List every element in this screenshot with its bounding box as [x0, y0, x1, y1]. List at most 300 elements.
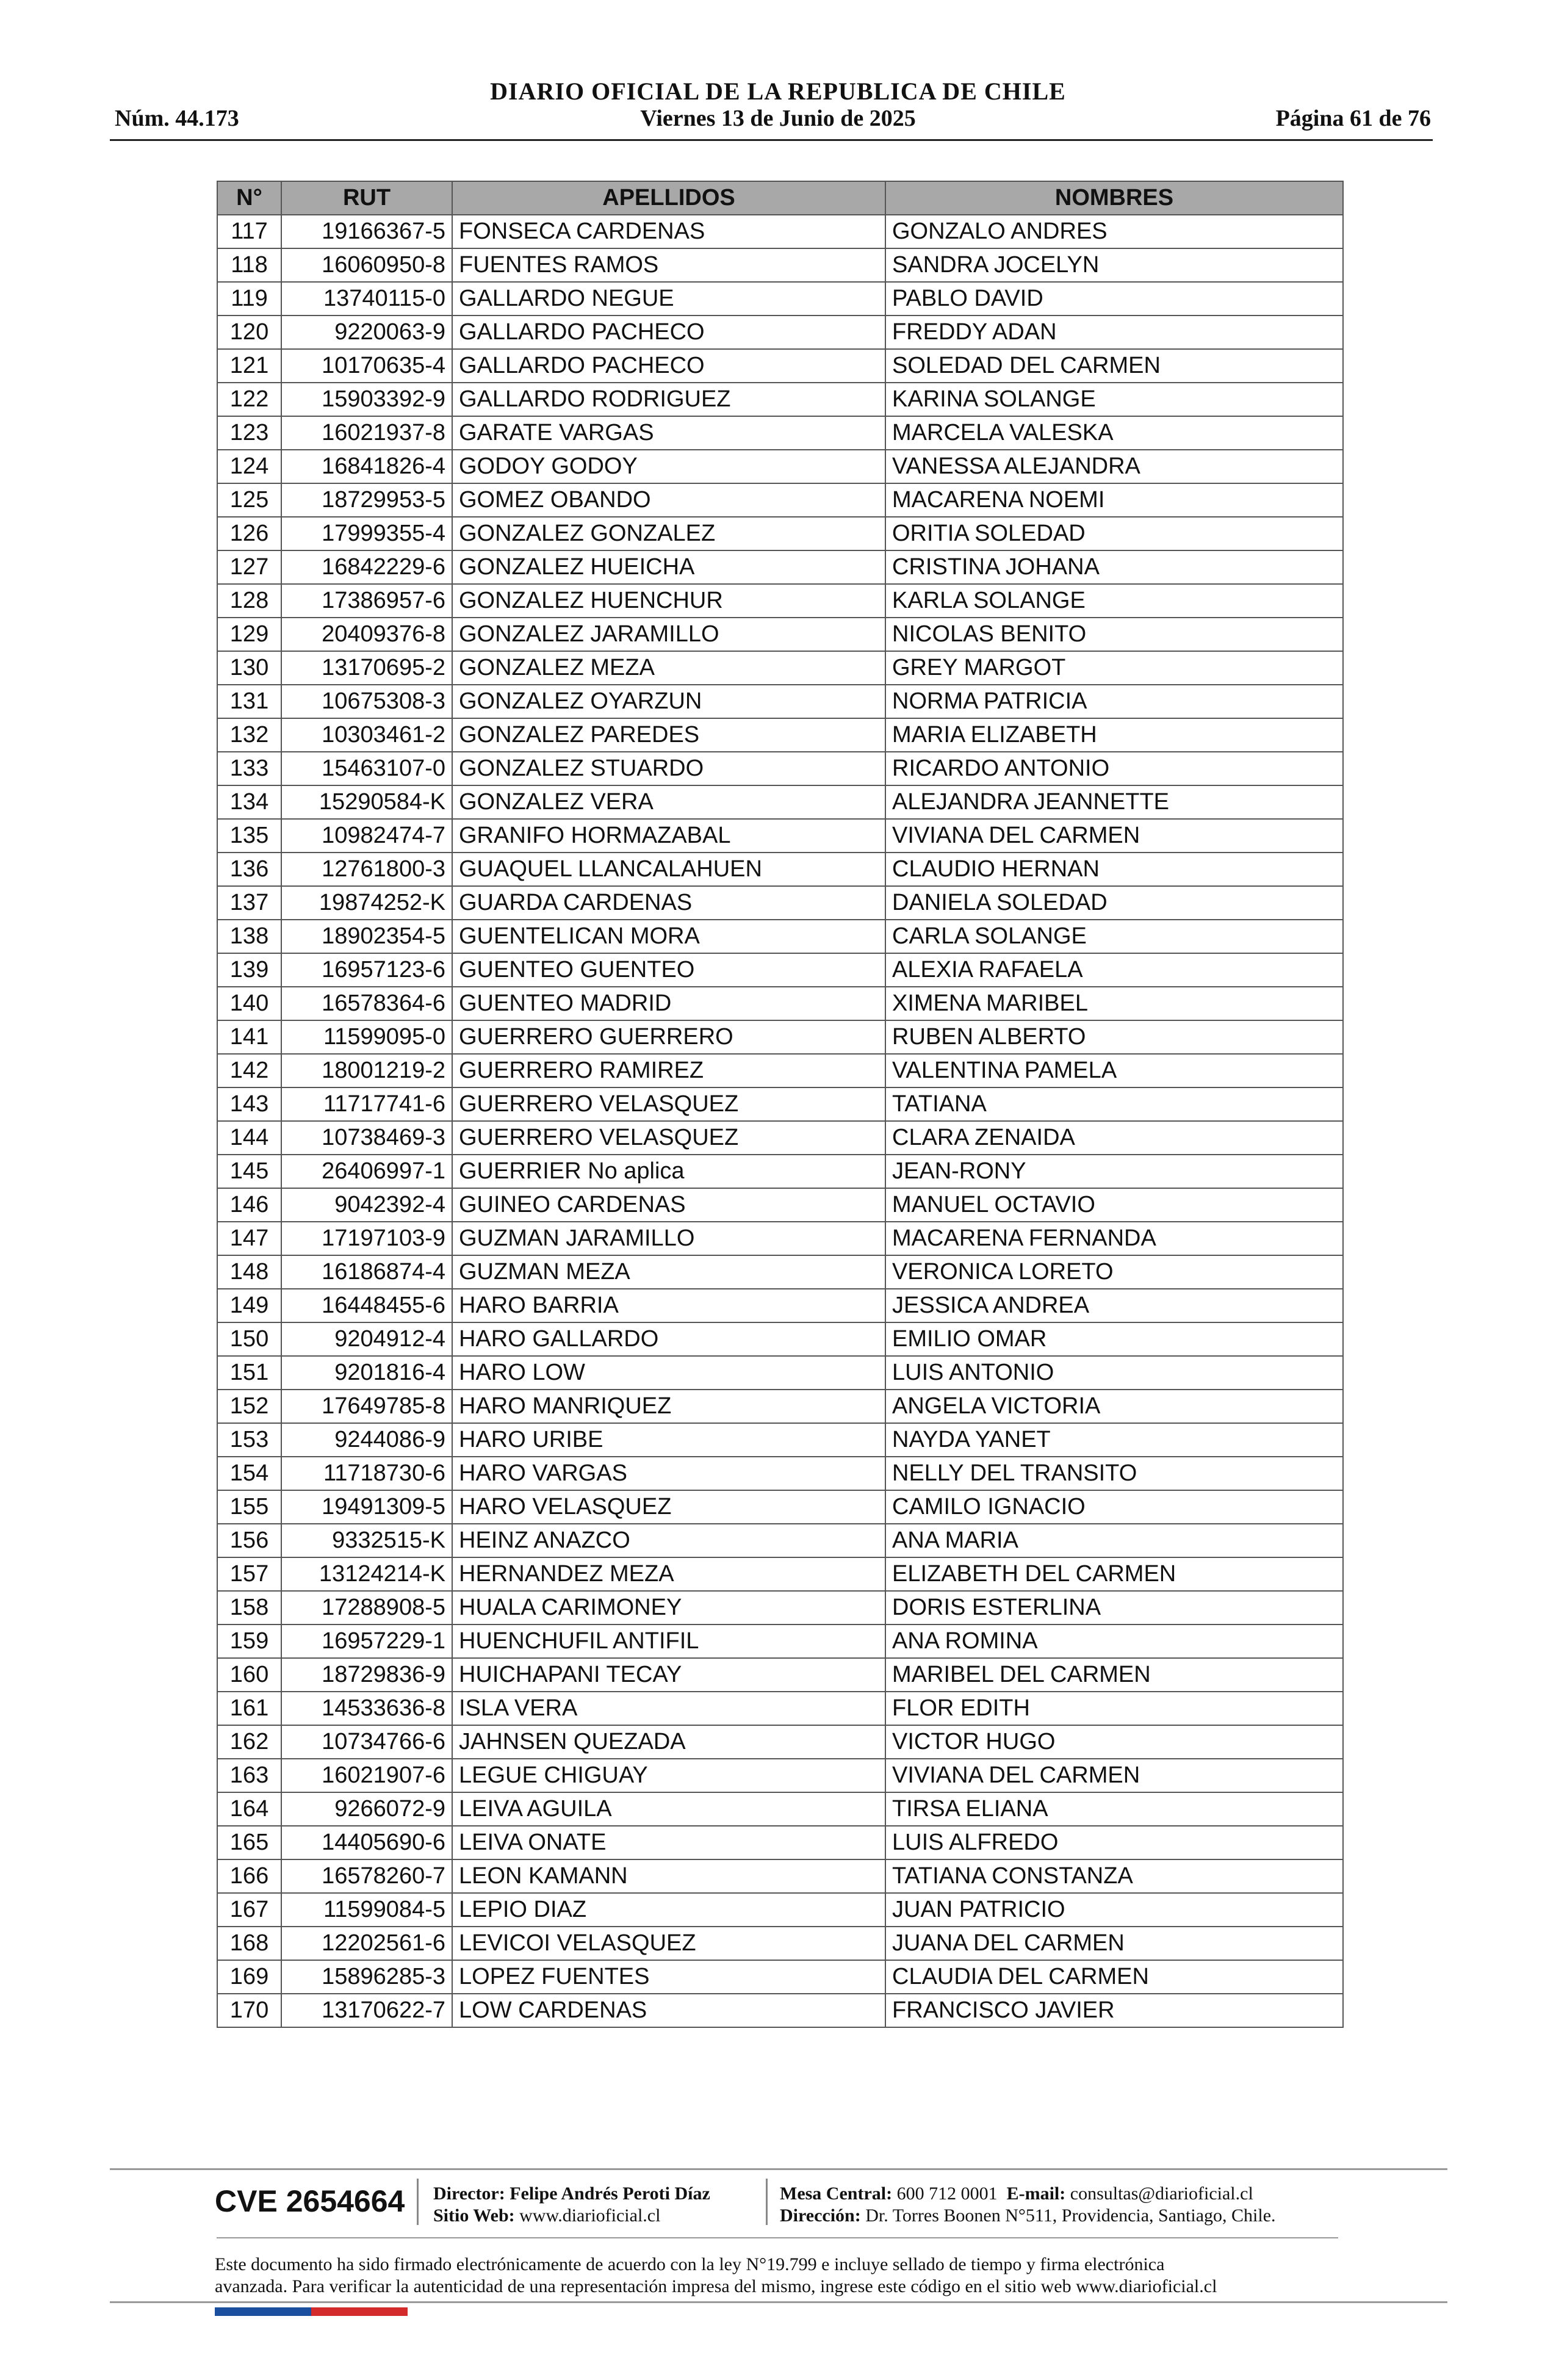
website-link[interactable]: www.diarioficial.cl [519, 2205, 661, 2226]
cell-apellidos: LEIVA ONATE [452, 1826, 885, 1859]
table-row [217, 1457, 1343, 1490]
footer-divider-middle [217, 2237, 1338, 2238]
cell-number: 150 [217, 1322, 281, 1356]
table-row [217, 584, 1343, 618]
cell-rut: 9201816-4 [281, 1356, 452, 1390]
cell-apellidos: GALLARDO PACHECO [452, 349, 885, 383]
cell-nombres: MARIA ELIZABETH [885, 718, 1343, 752]
cell-nombres: TATIANA [885, 1087, 1343, 1121]
cell-nombres: MARIBEL DEL CARMEN [885, 1658, 1343, 1692]
cell-apellidos: HARO BARRIA [452, 1289, 885, 1322]
cell-apellidos: GUARDA CARDENAS [452, 886, 885, 920]
cell-apellidos: HARO GALLARDO [452, 1322, 885, 1356]
table-row [217, 987, 1343, 1020]
cell-rut: 9042392-4 [281, 1188, 452, 1222]
cell-number: 156 [217, 1524, 281, 1557]
cell-apellidos: LEPIO DIAZ [452, 1893, 885, 1927]
cell-apellidos: GALLARDO NEGUE [452, 282, 885, 316]
cell-apellidos: LEGUE CHIGUAY [452, 1759, 885, 1792]
cell-rut: 10170635-4 [281, 349, 452, 383]
cell-apellidos: HARO URIBE [452, 1423, 885, 1457]
cell-rut: 15903392-9 [281, 383, 452, 416]
cell-nombres: FRANCISCO JAVIER [885, 1994, 1343, 2027]
cell-rut: 9220063-9 [281, 316, 452, 349]
cell-rut: 9266072-9 [281, 1792, 452, 1826]
cell-apellidos: GODOY GODOY [452, 450, 885, 483]
cell-apellidos: GUERRIER No aplica [452, 1155, 885, 1188]
footer-separator [766, 2179, 768, 2225]
cell-nombres: LUIS ALFREDO [885, 1826, 1343, 1859]
cell-rut: 16448455-6 [281, 1289, 452, 1322]
cell-rut: 13170622-7 [281, 1994, 452, 2027]
footer-separator [417, 2179, 419, 2225]
cell-number: 139 [217, 953, 281, 987]
cell-apellidos: GUZMAN MEZA [452, 1255, 885, 1289]
cell-number: 138 [217, 920, 281, 953]
table-row [217, 1087, 1343, 1121]
table-row [217, 1658, 1343, 1692]
cell-apellidos: GUERRERO VELASQUEZ [452, 1121, 885, 1155]
table-row [217, 1390, 1343, 1423]
cell-number: 151 [217, 1356, 281, 1390]
cell-number: 133 [217, 752, 281, 785]
cell-nombres: CRISTINA JOHANA [885, 550, 1343, 584]
cell-rut: 20409376-8 [281, 618, 452, 651]
cell-apellidos: LEVICOI VELASQUEZ [452, 1927, 885, 1960]
cell-rut: 18001219-2 [281, 1054, 452, 1087]
cell-apellidos: GONZALEZ HUEICHA [452, 550, 885, 584]
cell-apellidos: GONZALEZ HUENCHUR [452, 584, 885, 618]
cell-apellidos: HUENCHUFIL ANTIFIL [452, 1625, 885, 1658]
column-header-nombres: NOMBRES [885, 181, 1343, 215]
cell-nombres: MACARENA FERNANDA [885, 1222, 1343, 1255]
cell-rut: 12202561-6 [281, 1927, 452, 1960]
cell-number: 142 [217, 1054, 281, 1087]
cell-rut: 17288908-5 [281, 1591, 452, 1625]
cell-apellidos: HARO LOW [452, 1356, 885, 1390]
table-header-row [217, 181, 1343, 215]
cell-nombres: JUAN PATRICIO [885, 1893, 1343, 1927]
cell-nombres: JUANA DEL CARMEN [885, 1927, 1343, 1960]
cell-rut: 15290584-K [281, 785, 452, 819]
legal-notice-line-2: avanzada. Para verificar la autenticidad de una representación impresa del mismo, ingrese este código en el sitio web www.diarioficial.cl [215, 2276, 1217, 2296]
cell-rut: 16578364-6 [281, 987, 452, 1020]
table-row [217, 349, 1343, 383]
cell-apellidos: GUERRERO RAMIREZ [452, 1054, 885, 1087]
table-row [217, 1524, 1343, 1557]
cell-nombres: ALEJANDRA JEANNETTE [885, 785, 1343, 819]
cell-number: 157 [217, 1557, 281, 1591]
table-row [217, 718, 1343, 752]
cell-nombres: VALENTINA PAMELA [885, 1054, 1343, 1087]
cell-number: 128 [217, 584, 281, 618]
cell-rut: 16021937-8 [281, 416, 452, 450]
table-row [217, 785, 1343, 819]
cell-number: 158 [217, 1591, 281, 1625]
cell-rut: 16957123-6 [281, 953, 452, 987]
table-row [217, 1255, 1343, 1289]
cell-nombres: FLOR EDITH [885, 1692, 1343, 1725]
table-row [217, 752, 1343, 785]
cell-number: 143 [217, 1087, 281, 1121]
legal-notice-line-1: Este documento ha sido firmado electrónicamente de acuerdo con la ley N°19.799 e incluye sellado de tiempo y firma electrónica [215, 2254, 1165, 2274]
cell-rut: 14405690-6 [281, 1826, 452, 1859]
cell-nombres: DANIELA SOLEDAD [885, 886, 1343, 920]
cell-number: 149 [217, 1289, 281, 1322]
table-row [217, 886, 1343, 920]
cell-rut: 12761800-3 [281, 853, 452, 886]
cell-number: 118 [217, 248, 281, 282]
cell-number: 169 [217, 1960, 281, 1994]
table-row [217, 215, 1343, 248]
cell-number: 166 [217, 1859, 281, 1893]
cell-number: 144 [217, 1121, 281, 1155]
table-row [217, 1927, 1343, 1960]
cell-number: 141 [217, 1020, 281, 1054]
cell-rut: 10982474-7 [281, 819, 452, 853]
table-row [217, 282, 1343, 316]
table-row [217, 1490, 1343, 1524]
contact-line [780, 2183, 1253, 2204]
table-row [217, 550, 1343, 584]
cell-rut: 15896285-3 [281, 1960, 452, 1994]
table-row [217, 248, 1343, 282]
cell-number: 147 [217, 1222, 281, 1255]
cell-apellidos: HARO MANRIQUEZ [452, 1390, 885, 1423]
cell-nombres: CAMILO IGNACIO [885, 1490, 1343, 1524]
table-row [217, 1188, 1343, 1222]
cell-rut: 16957229-1 [281, 1625, 452, 1658]
cell-rut: 16841826-4 [281, 450, 452, 483]
cell-apellidos: HERNANDEZ MEZA [452, 1557, 885, 1591]
table-row [217, 1155, 1343, 1188]
table-row [217, 920, 1343, 953]
cell-apellidos: GONZALEZ VERA [452, 785, 885, 819]
cell-number: 146 [217, 1188, 281, 1222]
cell-number: 148 [217, 1255, 281, 1289]
cell-rut: 13170695-2 [281, 651, 452, 685]
cell-nombres: MANUEL OCTAVIO [885, 1188, 1343, 1222]
cell-rut: 18729836-9 [281, 1658, 452, 1692]
address-line [780, 2205, 1276, 2226]
table-row [217, 1121, 1343, 1155]
cell-apellidos: LOW CARDENAS [452, 1994, 885, 2027]
cell-rut: 16186874-4 [281, 1255, 452, 1289]
cell-apellidos: GUERRERO GUERRERO [452, 1020, 885, 1054]
cell-nombres: MACARENA NOEMI [885, 483, 1343, 517]
cell-number: 121 [217, 349, 281, 383]
table-row [217, 1960, 1343, 1994]
issue-number: Núm. 44.173 [115, 106, 239, 131]
cell-nombres: DORIS ESTERLINA [885, 1591, 1343, 1625]
table-row [217, 651, 1343, 685]
cell-apellidos: GONZALEZ PAREDES [452, 718, 885, 752]
cell-nombres: ANA ROMINA [885, 1625, 1343, 1658]
cell-rut: 16060950-8 [281, 248, 452, 282]
cell-number: 154 [217, 1457, 281, 1490]
cell-nombres: VIVIANA DEL CARMEN [885, 819, 1343, 853]
table-row [217, 450, 1343, 483]
cell-apellidos: HUICHAPANI TECAY [452, 1658, 885, 1692]
cell-apellidos: FONSECA CARDENAS [452, 215, 885, 248]
table-row [217, 1020, 1343, 1054]
cell-nombres: ELIZABETH DEL CARMEN [885, 1557, 1343, 1591]
table-row [217, 517, 1343, 550]
table-row [217, 1423, 1343, 1457]
cell-rut: 11599095-0 [281, 1020, 452, 1054]
cell-apellidos: GUENTEO MADRID [452, 987, 885, 1020]
column-header-number: N° [217, 181, 281, 215]
phone-label: Mesa Central: [780, 2183, 893, 2204]
table-row [217, 853, 1343, 886]
cell-apellidos: LEON KAMANN [452, 1859, 885, 1893]
table-row [217, 1759, 1343, 1792]
cell-nombres: VIVIANA DEL CARMEN [885, 1759, 1343, 1792]
cell-number: 127 [217, 550, 281, 584]
cell-nombres: NAYDA YANET [885, 1423, 1343, 1457]
cell-rut: 10303461-2 [281, 718, 452, 752]
cell-apellidos: GUZMAN JARAMILLO [452, 1222, 885, 1255]
director-line [433, 2183, 710, 2204]
cell-nombres: CLAUDIA DEL CARMEN [885, 1960, 1343, 1994]
cell-nombres: SANDRA JOCELYN [885, 248, 1343, 282]
cell-number: 131 [217, 685, 281, 718]
cell-number: 130 [217, 651, 281, 685]
table-row [217, 685, 1343, 718]
cell-rut: 19874252-K [281, 886, 452, 920]
page-number: Página 61 de 76 [1275, 106, 1431, 131]
cell-rut: 18902354-5 [281, 920, 452, 953]
cell-rut: 17649785-8 [281, 1390, 452, 1423]
cell-nombres: VICTOR HUGO [885, 1725, 1343, 1759]
cell-number: 162 [217, 1725, 281, 1759]
table-row [217, 1054, 1343, 1087]
cell-apellidos: HARO VELASQUEZ [452, 1490, 885, 1524]
cell-nombres: CLARA ZENAIDA [885, 1121, 1343, 1155]
table-row [217, 1289, 1343, 1322]
cell-apellidos: HUALA CARIMONEY [452, 1591, 885, 1625]
cell-nombres: MARCELA VALESKA [885, 416, 1343, 450]
cell-nombres: CARLA SOLANGE [885, 920, 1343, 953]
cell-apellidos: GALLARDO PACHECO [452, 316, 885, 349]
cell-nombres: GONZALO ANDRES [885, 215, 1343, 248]
cell-apellidos: GARATE VARGAS [452, 416, 885, 450]
cell-number: 136 [217, 853, 281, 886]
cell-nombres: RUBEN ALBERTO [885, 1020, 1343, 1054]
cell-rut: 17999355-4 [281, 517, 452, 550]
cell-rut: 13740115-0 [281, 282, 452, 316]
cell-nombres: FREDDY ADAN [885, 316, 1343, 349]
cell-rut: 16578260-7 [281, 1859, 452, 1893]
table-row [217, 1692, 1343, 1725]
cell-number: 132 [217, 718, 281, 752]
cell-nombres: JESSICA ANDREA [885, 1289, 1343, 1322]
cell-nombres: NORMA PATRICIA [885, 685, 1343, 718]
table-row [217, 1994, 1343, 2027]
cell-apellidos: LOPEZ FUENTES [452, 1960, 885, 1994]
header-divider [110, 139, 1433, 141]
cell-nombres: ANA MARIA [885, 1524, 1343, 1557]
cell-apellidos: JAHNSEN QUEZADA [452, 1725, 885, 1759]
email-link[interactable]: consultas@diarioficial.cl [1070, 2183, 1253, 2204]
cell-number: 159 [217, 1625, 281, 1658]
table-row [217, 483, 1343, 517]
cell-nombres: ANGELA VICTORIA [885, 1390, 1343, 1423]
cell-number: 134 [217, 785, 281, 819]
table-row [217, 383, 1343, 416]
table-body [217, 215, 1343, 2027]
cell-number: 163 [217, 1759, 281, 1792]
cell-apellidos: GUINEO CARDENAS [452, 1188, 885, 1222]
table-row [217, 819, 1343, 853]
cell-number: 153 [217, 1423, 281, 1457]
cell-nombres: VANESSA ALEJANDRA [885, 450, 1343, 483]
cell-nombres: VERONICA LORETO [885, 1255, 1343, 1289]
cell-number: 164 [217, 1792, 281, 1826]
table-row [217, 1893, 1343, 1927]
cell-apellidos: GALLARDO RODRIGUEZ [452, 383, 885, 416]
cell-number: 140 [217, 987, 281, 1020]
cell-number: 120 [217, 316, 281, 349]
cell-rut: 9244086-9 [281, 1423, 452, 1457]
cell-number: 119 [217, 282, 281, 316]
cell-apellidos: HEINZ ANAZCO [452, 1524, 885, 1557]
table-row [217, 618, 1343, 651]
cell-nombres: EMILIO OMAR [885, 1322, 1343, 1356]
website-label: Sitio Web: [433, 2205, 515, 2226]
cell-number: 135 [217, 819, 281, 853]
address-value: Dr. Torres Boonen N°511, Providencia, Santiago, Chile. [865, 2205, 1276, 2226]
cell-apellidos: GONZALEZ GONZALEZ [452, 517, 885, 550]
cell-apellidos: GUENTELICAN MORA [452, 920, 885, 953]
cell-number: 155 [217, 1490, 281, 1524]
cell-apellidos: LEIVA AGUILA [452, 1792, 885, 1826]
flag-red-segment [311, 2307, 408, 2316]
website-line [433, 2205, 660, 2226]
cell-number: 160 [217, 1658, 281, 1692]
cell-nombres: JEAN-RONY [885, 1155, 1343, 1188]
cell-number: 122 [217, 383, 281, 416]
table-row [217, 416, 1343, 450]
cell-rut: 10675308-3 [281, 685, 452, 718]
table-row [217, 1826, 1343, 1859]
table-row [217, 1591, 1343, 1625]
cell-nombres: NELLY DEL TRANSITO [885, 1457, 1343, 1490]
registry-table [217, 181, 1344, 2028]
table-row [217, 1859, 1343, 1893]
footer-divider-bottom [110, 2301, 1447, 2303]
cell-apellidos: FUENTES RAMOS [452, 248, 885, 282]
cell-nombres: TATIANA CONSTANZA [885, 1859, 1343, 1893]
cve-code: CVE 2654664 [215, 2184, 405, 2218]
cell-number: 125 [217, 483, 281, 517]
cell-apellidos: HARO VARGAS [452, 1457, 885, 1490]
column-header-rut: RUT [281, 181, 452, 215]
cell-number: 161 [217, 1692, 281, 1725]
cell-apellidos: ISLA VERA [452, 1692, 885, 1725]
cell-nombres: CLAUDIO HERNAN [885, 853, 1343, 886]
cell-nombres: TIRSA ELIANA [885, 1792, 1343, 1826]
publication-title: DIARIO OFICIAL DE LA REPUBLICA DE CHILE [490, 78, 1066, 105]
cell-rut: 10734766-6 [281, 1725, 452, 1759]
cell-rut: 11717741-6 [281, 1087, 452, 1121]
director-name: Felipe Andrés Peroti Díaz [510, 2183, 710, 2204]
cell-apellidos: GOMEZ OBANDO [452, 483, 885, 517]
cell-apellidos: GONZALEZ STUARDO [452, 752, 885, 785]
cell-apellidos: GONZALEZ MEZA [452, 651, 885, 685]
footer-divider-top [110, 2168, 1447, 2170]
cell-apellidos: GONZALEZ JARAMILLO [452, 618, 885, 651]
cell-rut: 14533636-8 [281, 1692, 452, 1725]
flag-blue-segment [215, 2307, 311, 2316]
cell-rut: 26406997-1 [281, 1155, 452, 1188]
cell-nombres: GREY MARGOT [885, 651, 1343, 685]
cell-rut: 9332515-K [281, 1524, 452, 1557]
cell-rut: 19166367-5 [281, 215, 452, 248]
cell-number: 129 [217, 618, 281, 651]
cell-number: 165 [217, 1826, 281, 1859]
table-row [217, 1356, 1343, 1390]
cell-rut: 16021907-6 [281, 1759, 452, 1792]
cell-number: 167 [217, 1893, 281, 1927]
cell-rut: 11718730-6 [281, 1457, 452, 1490]
cell-rut: 10738469-3 [281, 1121, 452, 1155]
cell-apellidos: GRANIFO HORMAZABAL [452, 819, 885, 853]
cell-nombres: ORITIA SOLEDAD [885, 517, 1343, 550]
cell-rut: 19491309-5 [281, 1490, 452, 1524]
table-row [217, 1792, 1343, 1826]
cell-nombres: KARINA SOLANGE [885, 383, 1343, 416]
cell-apellidos: GUERRERO VELASQUEZ [452, 1087, 885, 1121]
cell-rut: 13124214-K [281, 1557, 452, 1591]
cell-nombres: KARLA SOLANGE [885, 584, 1343, 618]
cell-apellidos: GONZALEZ OYARZUN [452, 685, 885, 718]
flag-stripe [215, 2307, 408, 2316]
cell-rut: 18729953-5 [281, 483, 452, 517]
cell-rut: 17386957-6 [281, 584, 452, 618]
cell-number: 124 [217, 450, 281, 483]
cell-number: 126 [217, 517, 281, 550]
table-row [217, 1625, 1343, 1658]
cell-rut: 9204912-4 [281, 1322, 452, 1356]
cell-number: 152 [217, 1390, 281, 1423]
cell-nombres: XIMENA MARIBEL [885, 987, 1343, 1020]
cell-apellidos: GUENTEO GUENTEO [452, 953, 885, 987]
phone-value: 600 712 0001 [896, 2183, 998, 2204]
cell-apellidos: GUAQUEL LLANCALAHUEN [452, 853, 885, 886]
cell-rut: 15463107-0 [281, 752, 452, 785]
cell-nombres: RICARDO ANTONIO [885, 752, 1343, 785]
cell-rut: 11599084-5 [281, 1893, 452, 1927]
cell-nombres: NICOLAS BENITO [885, 618, 1343, 651]
cell-rut: 16842229-6 [281, 550, 452, 584]
publication-date: Viernes 13 de Junio de 2025 [640, 106, 916, 131]
director-label: Director: [433, 2183, 505, 2204]
cell-nombres: ALEXIA RAFAELA [885, 953, 1343, 987]
cell-nombres: SOLEDAD DEL CARMEN [885, 349, 1343, 383]
table-row [217, 1557, 1343, 1591]
cell-number: 117 [217, 215, 281, 248]
address-label: Dirección: [780, 2205, 861, 2226]
cell-nombres: PABLO DAVID [885, 282, 1343, 316]
cell-rut: 17197103-9 [281, 1222, 452, 1255]
table-row [217, 1725, 1343, 1759]
cell-nombres: LUIS ANTONIO [885, 1356, 1343, 1390]
cell-number: 170 [217, 1994, 281, 2027]
email-label: E-mail: [1006, 2183, 1066, 2204]
cell-number: 145 [217, 1155, 281, 1188]
table-row [217, 1322, 1343, 1356]
